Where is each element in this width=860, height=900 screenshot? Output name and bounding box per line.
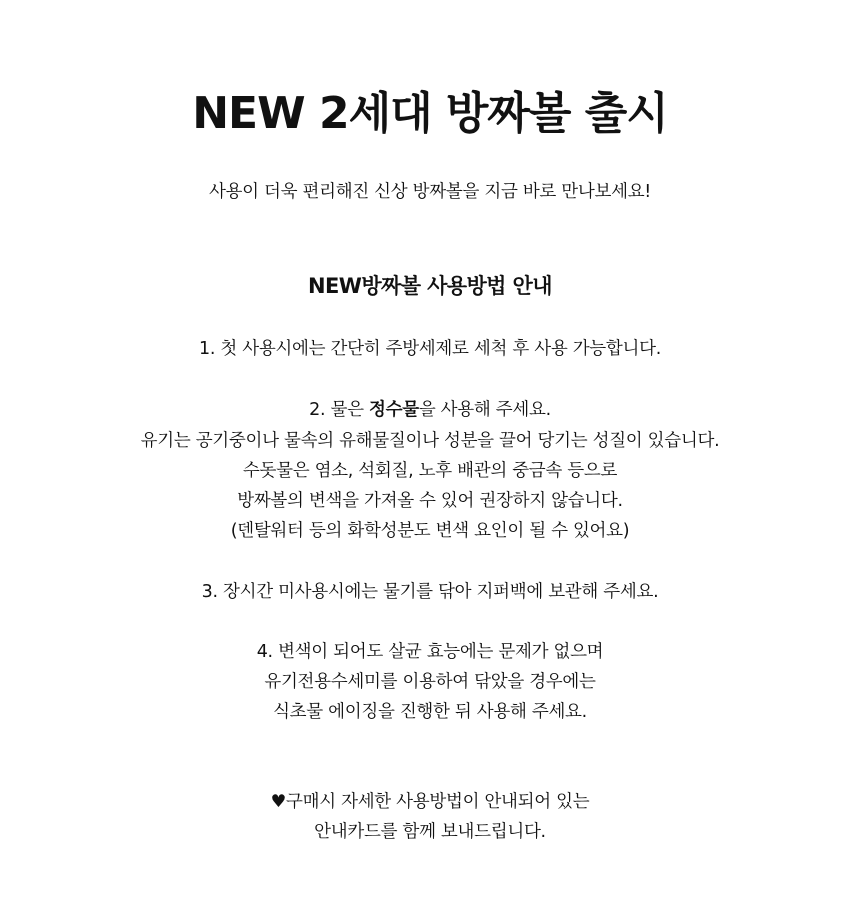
- step-4-line: 4. 변색이 되어도 살균 효능에는 문제가 없으며: [256, 642, 604, 662]
- step-4-line: 유기전용수세미를 이용하여 닦았을 경우에는: [264, 672, 596, 692]
- step-2-suffix: 을 사용해 주세요.: [418, 400, 551, 420]
- step-2-line: 유기는 공기중이나 물속의 유해물질이나 성분을 끌어 당기는 성질이 있습니다.: [140, 431, 720, 451]
- note-line: 안내카드를 함께 보내드립니다.: [314, 822, 546, 842]
- step-2-line: 방짜볼의 변색을 가져올 수 있어 권장하지 않습니다.: [237, 491, 623, 511]
- step-2-line: 수돗물은 염소, 석회질, 노후 배관의 중금속 등으로: [242, 461, 618, 481]
- step-2-prefix: 2. 물은: [309, 400, 369, 420]
- step-4-line: 식초물 에이징을 진행한 뒤 사용해 주세요.: [273, 702, 587, 722]
- guide-heading: NEW방짜볼 사용방법 안내: [308, 274, 552, 298]
- note-line: ♥구매시 자세한 사용방법이 안내되어 있는: [270, 792, 590, 812]
- step-2: [0, 395, 860, 425]
- page-title: NEW 2세대 방짜볼 출시: [192, 88, 668, 139]
- step-3: 3. 장시간 미사용시에는 물기를 닦아 지퍼백에 보관해 주세요.: [201, 582, 659, 602]
- step-2-line: (덴탈워터 등의 화학성분도 변색 요인이 될 수 있어요): [230, 521, 630, 541]
- step-2-bold: 정수물: [368, 400, 419, 420]
- subtitle: 사용이 더욱 편리해진 신상 방짜볼을 지금 바로 만나보세요!: [208, 182, 652, 202]
- step-1: 1. 첫 사용시에는 간단히 주방세제로 세척 후 사용 가능합니다.: [199, 339, 661, 359]
